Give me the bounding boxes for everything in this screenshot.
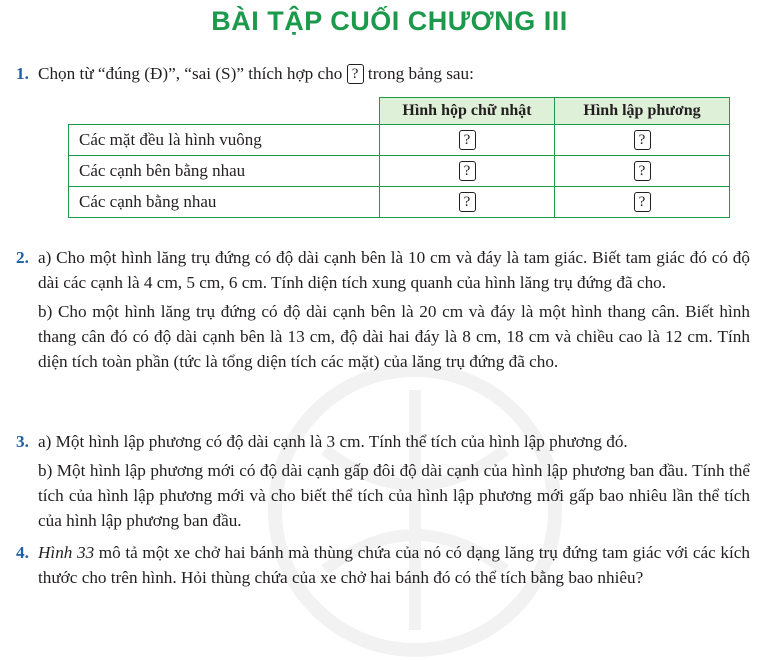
answer-box[interactable]: ?	[634, 192, 651, 212]
row-label: Các cạnh bằng nhau	[69, 187, 380, 218]
table-row	[69, 125, 730, 156]
question-text: Chọn từ “đúng (Đ)”, “sai (S)” thích hợp cho	[38, 64, 343, 83]
question-text: Hình 33 mô tả một xe chở hai bánh mà thùng chứa của nó có dạng lăng trụ đứng tam giác với các kích thước cho trên hình. Hỏi thùng chứa của xe chở hai bánh đó có thể tích bằng bao nhiêu?	[38, 543, 750, 587]
answer-table	[68, 97, 730, 218]
row-label: Các mặt đều là hình vuông	[69, 125, 380, 156]
question-3	[16, 429, 750, 533]
question-number: 2.	[16, 248, 29, 267]
table-row	[69, 187, 730, 218]
question-number: 3.	[16, 432, 29, 451]
question-4	[16, 540, 750, 590]
table-header-row	[69, 98, 730, 125]
answer-box[interactable]: ?	[634, 130, 651, 150]
question-number: 1.	[16, 64, 29, 83]
answer-box[interactable]: ?	[459, 161, 476, 181]
answer-box[interactable]: ?	[634, 161, 651, 181]
table-corner	[69, 98, 380, 125]
question-2	[16, 245, 750, 374]
question-number: 4.	[16, 543, 29, 562]
question-1	[16, 61, 750, 86]
answer-box: ?	[347, 64, 364, 84]
answer-box[interactable]: ?	[459, 130, 476, 150]
question-part-b: b) Một hình lập phương mới có độ dài cạnh gấp đôi độ dài cạnh của hình lập phương ban đầu. Tính thể tích của hình lập phương mới và cho biết thể tích của hình lập phương mới gấp bao nhiêu lần thể tích của hình lập phương ban đầu.	[38, 461, 750, 530]
page-title: BÀI TẬP CUỐI CHƯƠNG III	[211, 6, 568, 36]
question-part-a: a) Cho một hình lăng trụ đứng có độ dài cạnh bên là 10 cm và đáy là tam giác. Biết tam giác đó có độ dài các cạnh là 4 cm, 5 cm, 6 cm. Tính diện tích xung quanh của hình lăng trụ đứng đã cho.	[38, 248, 750, 292]
row-label: Các cạnh bên bằng nhau	[69, 156, 380, 187]
table-row	[69, 156, 730, 187]
column-header: Hình lập phương	[555, 98, 730, 125]
figure-reference: Hình 33	[38, 543, 95, 562]
question-text: trong bảng sau:	[367, 64, 474, 83]
column-header: Hình hộp chữ nhật	[380, 98, 555, 125]
question-part-b: b) Cho một hình lăng trụ đứng có độ dài cạnh bên là 20 cm và đáy là một hình thang cân. Biết hình thang cân đó có độ dài cạnh bên là 13 cm, độ dài hai đáy là 8 cm, 18 cm và chiều cao là 12 cm. Tính diện tích toàn phần (tức là tổng diện tích các mặt) của lăng trụ đứng đã cho.	[38, 302, 750, 371]
answer-box[interactable]: ?	[459, 192, 476, 212]
question-part-a: a) Một hình lập phương có độ dài cạnh là 3 cm. Tính thể tích của hình lập phương đó.	[38, 432, 628, 451]
